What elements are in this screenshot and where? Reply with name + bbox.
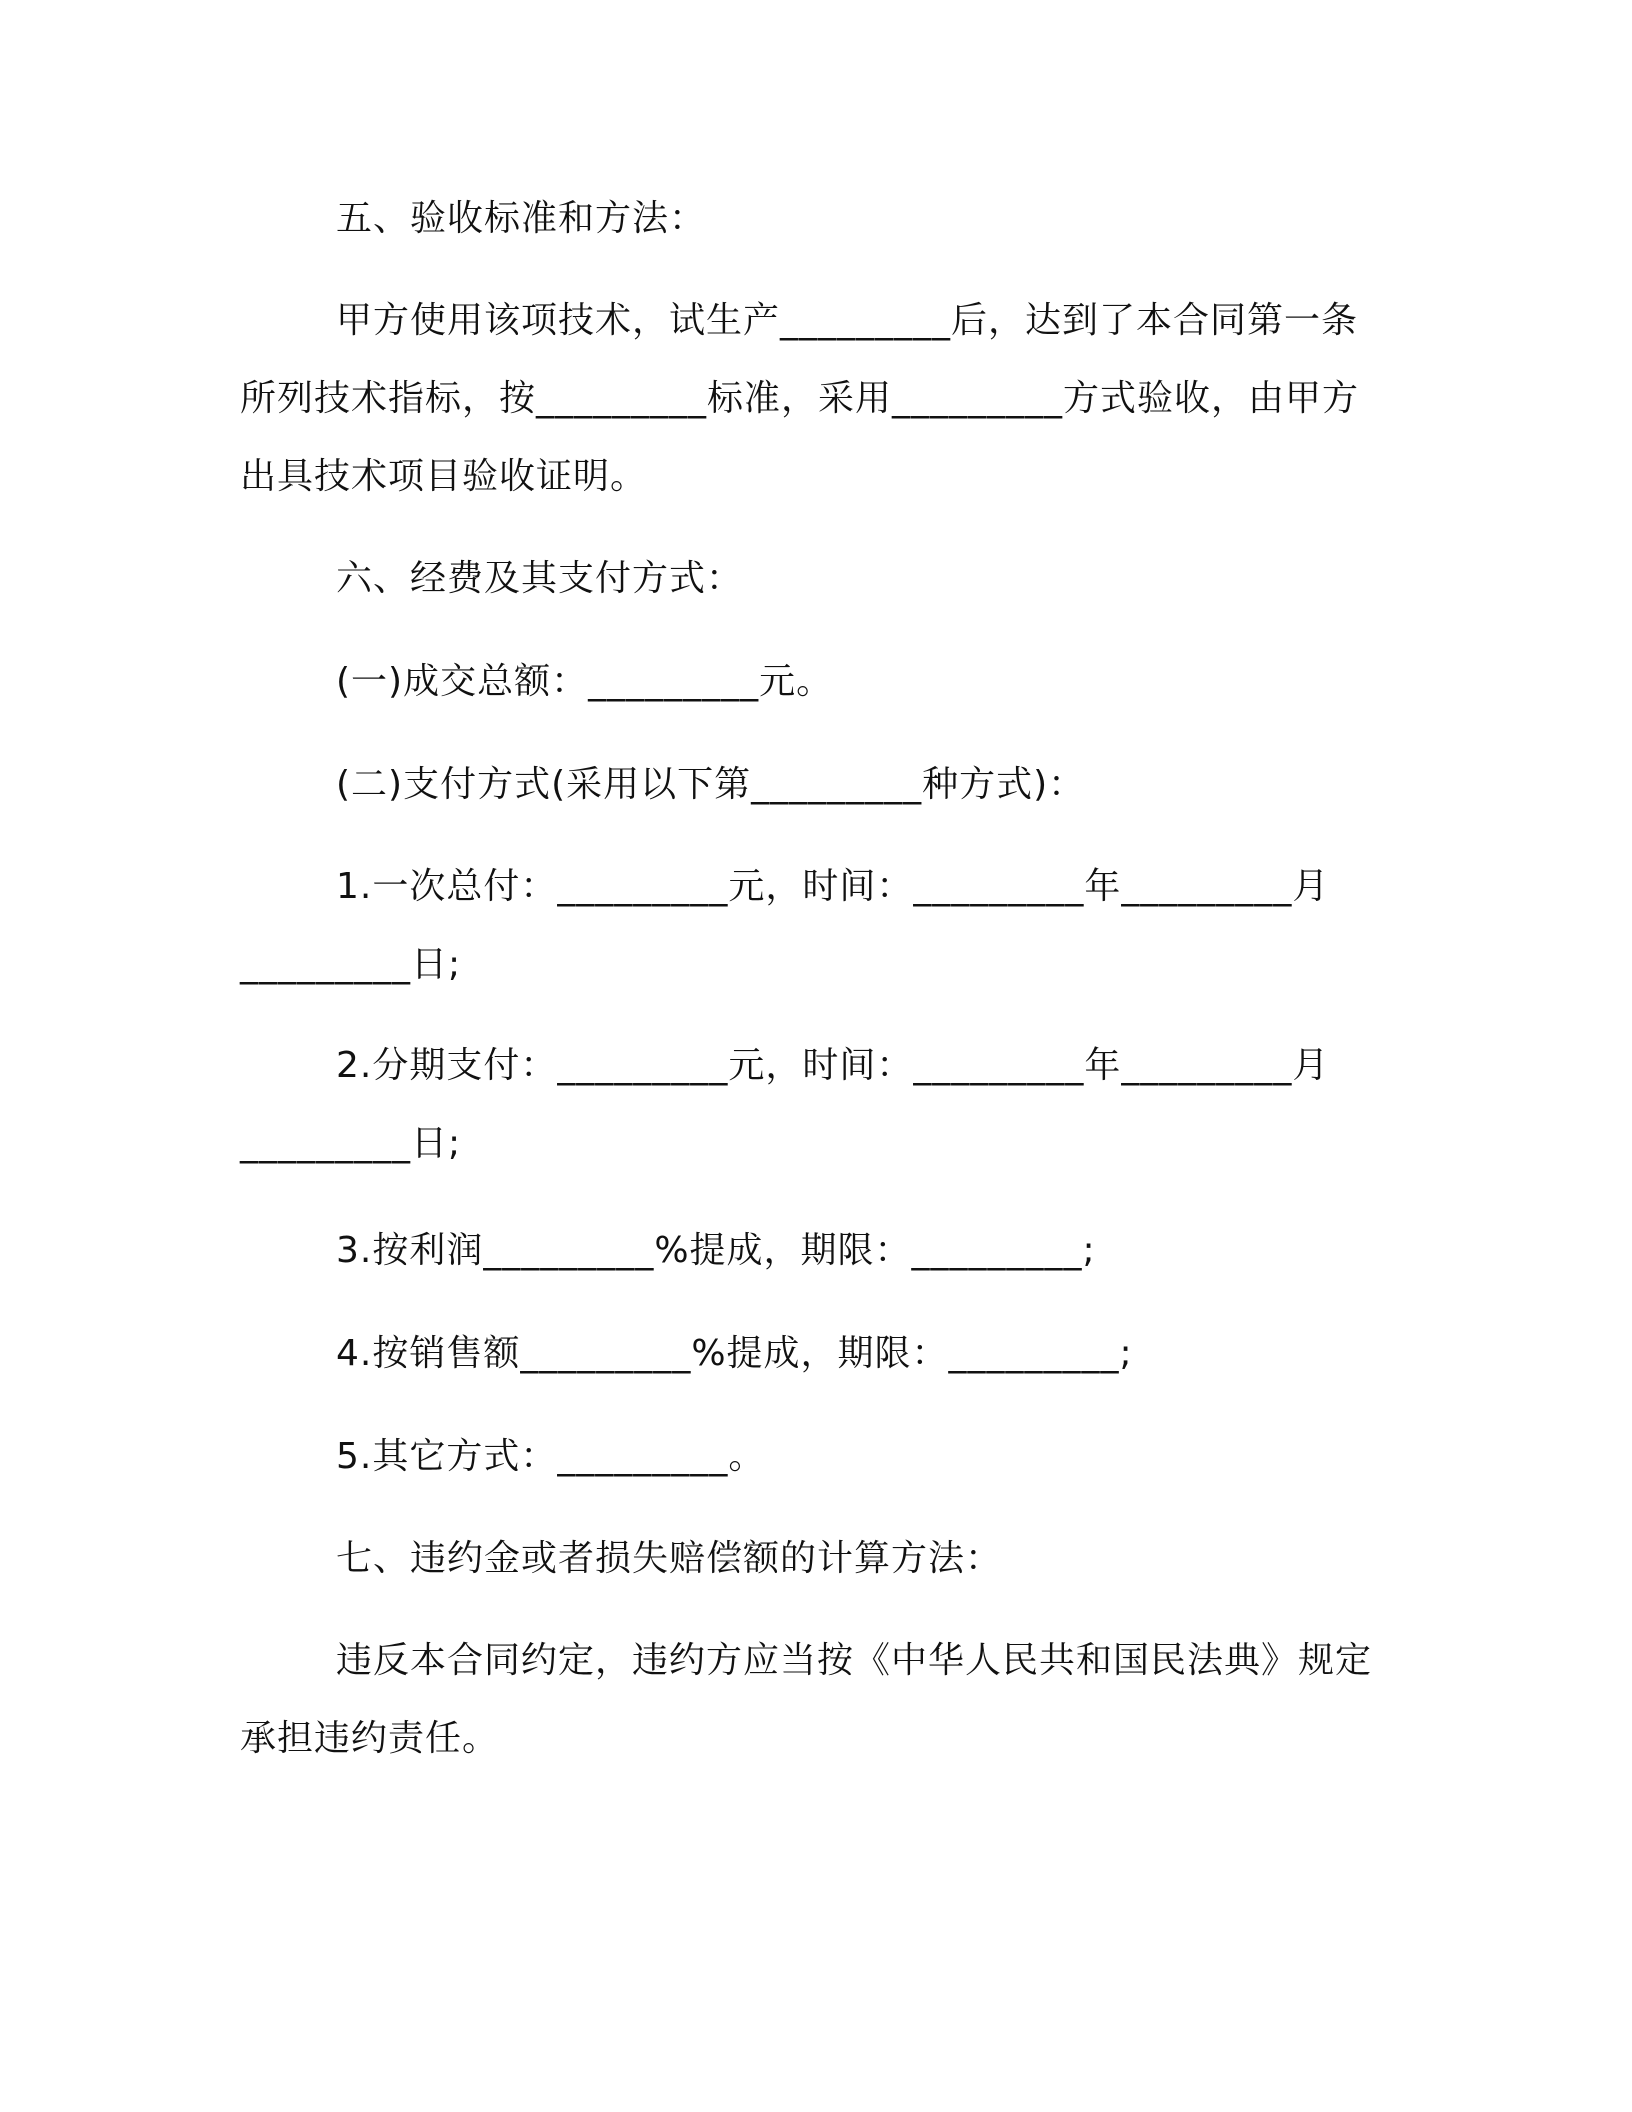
section-6-heading: 六、经费及其支付方式： — [336, 558, 744, 599]
lump-sum-line: 1.一次总付：_________元，时间：_________年_________月_________日; — [240, 866, 1330, 985]
section-5-heading: 五、验收标准和方法： — [336, 198, 707, 239]
other-method-line: 5.其它方式：_________。 — [336, 1436, 766, 1477]
payment-method-line: (二)支付方式(采用以下第_________种方式)： — [336, 764, 1086, 805]
breach-paragraph: 违反本合同约定，违约方应当按《中华人民共和国民法典》规定承担违约责任。 — [240, 1640, 1373, 1759]
sales-share-line: 4.按销售额_________%提成，期限：_________; — [336, 1333, 1133, 1374]
profit-share-line: 3.按利润_________%提成，期限：_________; — [336, 1230, 1096, 1271]
section-7-heading: 七、违约金或者损失赔偿额的计算方法： — [336, 1538, 1003, 1579]
installment-line: 2.分期支付：_________元，时间：_________年_________月_________日; — [240, 1045, 1330, 1164]
total-amount-line: (一)成交总额：_________元。 — [336, 661, 834, 702]
acceptance-paragraph: 甲方使用该项技术，试生产_________后，达到了本合同第一条所列技术指标，按_________标准，采用_________方式验收，由甲方出具技术项目验收证明。 — [240, 300, 1360, 497]
